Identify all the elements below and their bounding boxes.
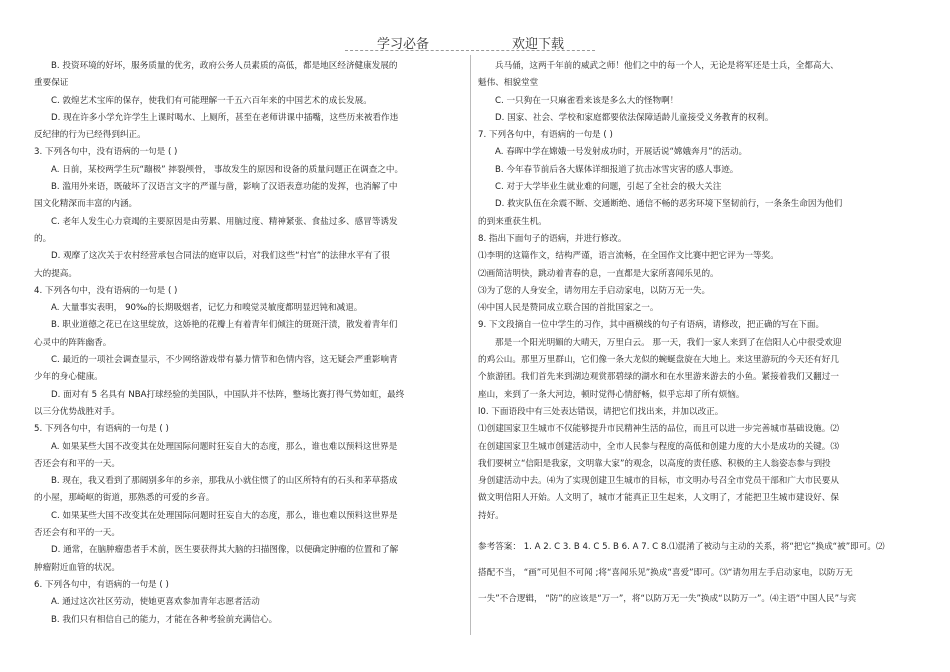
- text-line: B. 我们只有相信自己的能力，才能在各种考验前充满信心。: [51, 614, 278, 625]
- text-line: ⑷中国人民是赞同成立联合国的首批国家之一。: [478, 303, 659, 314]
- text-line: C. 老年人发生心力衰竭的主要原因是由劳累、用脑过度、精神紧张、食盐过多、感冒等诱发: [51, 216, 398, 227]
- section-gap: [478, 525, 918, 534]
- text-line: 的。: [34, 233, 52, 244]
- text-line: 否还会有和平的一天。: [34, 458, 120, 469]
- text-line: B. 滥用外来语，既破坏了汉语言文字的严谨与凿，影响了汉语表意功能的发挥，也消解了中: [51, 182, 398, 193]
- text-line: D. 观摩了这次关于农村经营承包合同法的庭审以后，对我们这些“村官”的法律水平有了很: [51, 251, 390, 262]
- column-divider: [470, 55, 471, 635]
- text-line: A. 如果某些大国不改变其在处理国际问题时狂妄自大的态度，那么，谁也难以预料这世界是: [51, 441, 398, 452]
- text-line: 国文化精深而丰富的内涵。: [34, 199, 138, 210]
- text-line: 7. 下列各句中，有语病的一句是 ( ): [478, 130, 613, 141]
- answer-line: 参考答案： 1. A 2. C 3. B 4. C 5. B 6. A 7. C 8.⑴混淆了被动与主动的关系，将“把它”换成“被”即可。⑵: [478, 542, 885, 553]
- text-line: ⑵画简洁明快，跳动着青春的息，一直都是大家所喜闻乐见的。: [478, 268, 719, 279]
- text-line: 的小屋，那崎岖的街道，那熟悉的可爱的乡音。: [34, 493, 215, 504]
- answer-line: 搭配不当， “画”可见但不可闻 ;将“喜闻乐见”换成“喜爱”即可。⑶“请勿用左手启动家电，以防万无: [478, 568, 853, 579]
- right-column: [478, 58, 918, 612]
- text-line: C. 对于大学毕业生就业难的问题，引起了全社会的极大关注: [495, 182, 722, 193]
- text-line: B. 投资环境的好坏，服务质量的优劣，政府公务人员素质的高低，都是地区经济健康发展的: [51, 61, 398, 71]
- text-line: 在创建国家卫生城市创建活动中，全市人民参与程度的高低和创建力度的大小是成功的关键。⑶: [478, 441, 839, 452]
- text-line: 的到来重获生机。: [478, 216, 547, 227]
- text-line: 5. 下列各句中，有语病的一句是 ( ): [34, 424, 169, 435]
- text-line: 9. 下文段摘自一位中学生的习作，其中画横线的句子有语病，请修改，把正确的写在下面。: [478, 320, 825, 331]
- right-column-lines: [478, 58, 918, 525]
- header-left-text: 学习必备: [377, 37, 430, 52]
- text-line: 心灵中的阵阵幽香。: [34, 337, 112, 348]
- text-line: A. 通过这次社区劳动，使她更喜欢参加青年志愿者活动: [51, 597, 260, 608]
- text-line: 魁伟、相貌堂堂: [478, 78, 539, 89]
- text-line: A. 春晖中学在嫦娥一号发射成功时，开展话说“嫦娥奔月”的活动。: [495, 147, 748, 158]
- header-underline: [345, 50, 595, 51]
- text-line: l0. 下面语段中有三处表达错误，请把它们找出来，并加以改正。: [478, 406, 724, 417]
- text-line: C. 最近的一项社会调查显示，不少网络游戏带有暴力情节和色情内容，这无疑会严重影响青: [51, 355, 398, 366]
- text-line: 个旅游团。我们首先来到湖边观赏那碧绿的湖水和在水里游来游去的小鱼。紧接着我们又翻过一: [478, 372, 839, 383]
- header-right-text: 欢迎下载: [512, 37, 565, 52]
- left-column: [34, 58, 464, 629]
- text-line: D. 国家、社会、学校和家庭都要依法保障适龄儿童接受义务教育的权利。: [495, 112, 774, 123]
- text-line: 重要保证: [34, 78, 69, 89]
- text-line: 8. 指出下面句子的语病，并进行修改。: [478, 233, 627, 244]
- text-line: B. 现在，我又看到了那阔别多年的乡亲，那我从小就住惯了的山区所特有的石头和茅草搭成: [51, 476, 398, 487]
- text-line: C. 敦煌艺术宝库的保存，使我们有可能理解一千五六百年来的中国艺术的成长发展。: [51, 95, 372, 106]
- text-line: 以三分优势战胜对手。: [34, 406, 120, 417]
- text-line: A. 大量事实表明， 90‰的长期吸烟者，记忆力和嗅觉灵敏度都明显迟钝和减退。: [51, 303, 363, 314]
- answer-line: 一失”不合逻辑， “防”的应该是“万一”，将“以防万无一失”换成“以防万一”。⑷主语“中国人民”与宾: [478, 594, 857, 605]
- text-line: 兵马俑，这两千年前的威武之师！他们之中的每一个人，无论是将军还是士兵，全都高大、: [495, 61, 839, 71]
- text-line: 做文明信阳人开始。人文明了，城市才能真正卫生起来，人文明了，才能把卫生城市建设好、保: [478, 493, 839, 504]
- answer-block: [478, 534, 918, 612]
- text-line: B. 今年春节前后各大媒体详细报道了抗击冰雪灾害的感人事迹。: [495, 164, 739, 175]
- text-line: 大的提高。: [34, 268, 77, 279]
- text-line: 3. 下列各句中，没有语病的一句是 ( ): [34, 147, 178, 158]
- text-line: D. 通常，在脑肿瘤患者手术前，医生要获得其大脑的扫描图像，以便确定肿瘤的位置和了解: [51, 545, 399, 556]
- text-line: ⑶为了您的人身安全，请勿用左手启动家电，以防万无一失。: [478, 285, 711, 296]
- text-line: A. 日前，某校两学生玩“蹦极” 摔裂颅骨， 事故发生的原因和设备的质量问题正在调查之中。: [51, 164, 404, 175]
- text-line: 少年的身心健康。: [34, 372, 103, 383]
- text-line: 否还会有和平的一天。: [34, 528, 120, 539]
- text-line: B. 职业道德之花已在这里绽放，这娇艳的花瓣上有着青年们倾注的斑斑汗渍，散发着青年们: [51, 320, 398, 331]
- text-line: ⑴李明的这篇作文，结构严谨，语言流畅，在全国作文比赛中把它评为一等奖。: [478, 251, 779, 262]
- text-line: D. 面对有 5 名具有 NBA打球经验的美国队，中国队并不怯阵，整场比赛打得气势如虹，最终: [51, 389, 405, 400]
- page-header: [0, 33, 950, 53]
- text-line: D. 现在许多小学允许学生上课时喝水、上厕所，甚至在老师讲课中插嘴，这些历来被看作违: [51, 112, 399, 123]
- text-line: ⑴创建国家卫生城市不仅能够提升市民精神生活的品位，而且可以进一步完善城市基础设施。⑵: [478, 424, 839, 435]
- text-line: 的鸡公山。那里万里群山，它们像一条大龙似的蜿蜒盘旋在大地上。来这里游玩的今天还有好几: [478, 355, 839, 366]
- text-line: C. 一只狗在一只麻雀看来该是多么大的怪物啊！: [495, 95, 679, 106]
- text-line: 肿瘤附近血管的状况。: [34, 562, 120, 573]
- text-line: 身创建活动中去。⑷为了实现创建卫生城市的目标，市文明办号召全市党员干部和广大市民要从: [478, 476, 839, 487]
- text-line: 那是一个阳光明媚的大晴天，万里白云。 那一天，我们一家人来到了在信阳人心中很受欢迎: [495, 337, 842, 348]
- text-line: 6. 下列各句中，有语病的一句是 ( ): [34, 579, 169, 590]
- text-line: 持好。: [478, 510, 504, 521]
- text-line: 反纪律的行为已经得到纠正。: [34, 130, 146, 141]
- text-line: 座山，来到了一条大河边，顿时觉得心情舒畅，似乎忘却了所有烦恼。: [478, 389, 745, 400]
- text-line: 我们要树立“信阳是我家，文明靠大家”的观念，以高度的责任感、积极的主人翁姿态参与到投: [478, 458, 831, 469]
- text-line: D. 救灾队伍在余震不断、交通断绝、通信不畅的恶劣环境下坚韧前行，一条条生命因为他们: [495, 199, 843, 210]
- text-line: C. 如果某些大国不改变其在处理国际问题时狂妄自大的态度，那么，谁也难以预料这世界是: [51, 510, 398, 521]
- text-line: 4. 下列各句中，没有语病的一句是 ( ): [34, 285, 178, 296]
